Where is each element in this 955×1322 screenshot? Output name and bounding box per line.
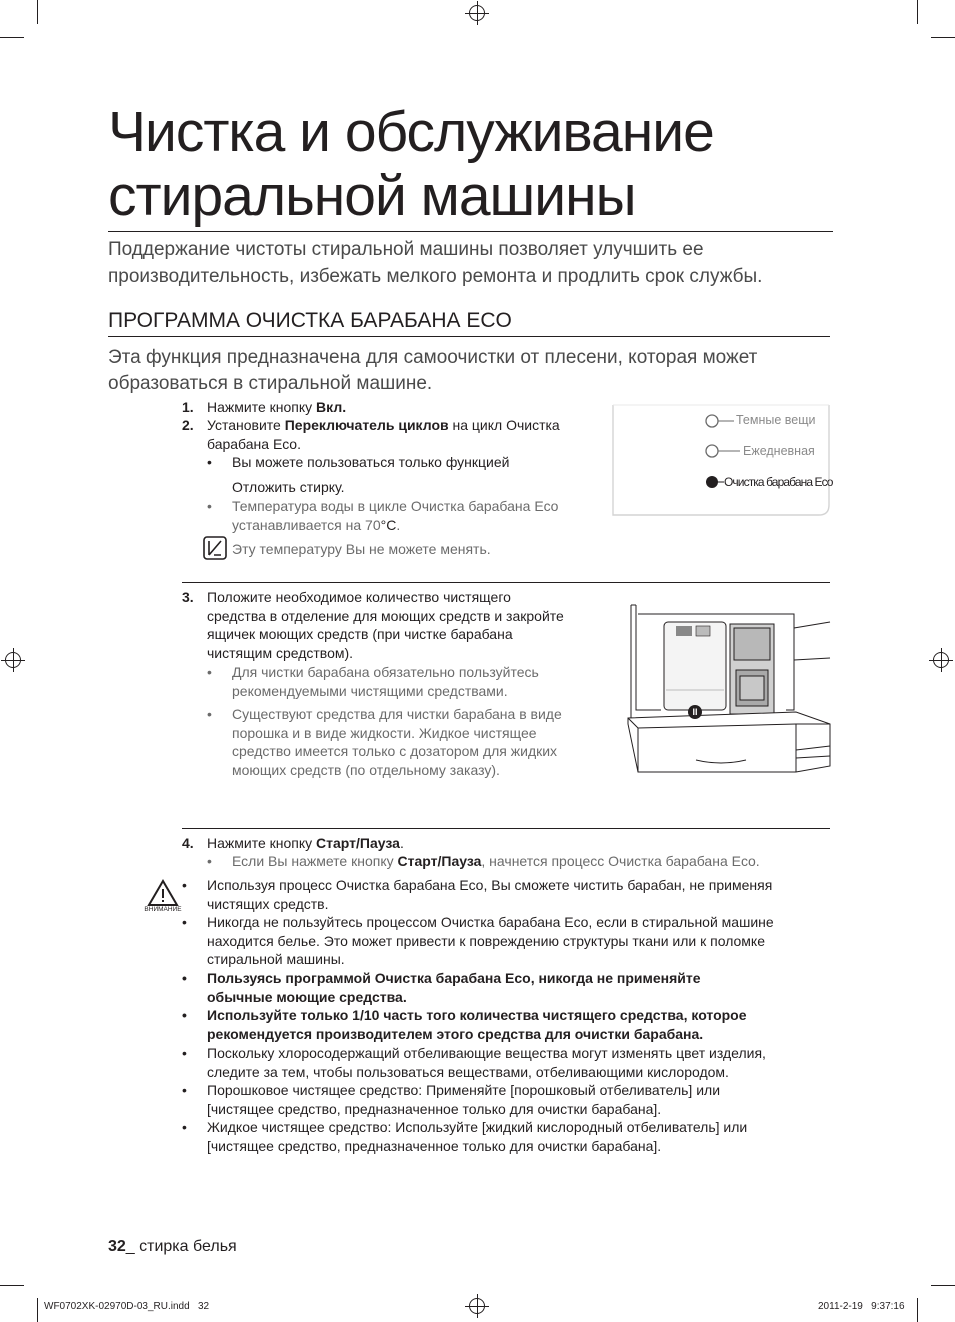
warning-text-line1: Используйте только 1/10 часть того количества чистящего средства, которое — [207, 1007, 747, 1023]
slug-date: 2011-2-19 9:37:16 — [818, 1301, 905, 1312]
button-name: Старт/Пауза — [397, 853, 482, 869]
step-3-bullet-1 — [207, 663, 607, 701]
crop-mark — [0, 1285, 24, 1286]
warning-text-line2: следите за тем, чтобы пользоваться веществами, отбеливающими кислородом. — [207, 1063, 729, 1080]
bullet: • — [207, 664, 212, 680]
step-2 — [182, 416, 602, 454]
warning-item — [182, 1044, 830, 1081]
cycle-dial-illustration — [612, 404, 833, 517]
bullet-text-line2: рекомендуемыми чистящими средствами. — [232, 682, 508, 699]
divider — [182, 582, 830, 583]
step-text-line2: средства в отделение для моющих средств и закройте — [207, 607, 564, 624]
bullet-text-line2: порошка и в виде жидкости. Жидкое чистящее — [232, 724, 537, 741]
section-lead: Эта функция предназначена для самоочистки от плесени, которая может образоваться в стиральной машине. — [108, 347, 758, 394]
warning-item — [182, 969, 830, 1006]
degree-unit: °C — [380, 516, 397, 533]
page-title — [108, 100, 833, 232]
bullet-text: Если Вы нажмете кнопку — [232, 853, 398, 869]
bullet-text-line1: Температура воды в цикле Очистка барабана Eco — [232, 498, 559, 514]
title-line-1: Чистка и обслуживание — [108, 100, 714, 164]
dial-option-eco-drum-clean: Очистка барабана Eco — [724, 475, 833, 489]
bullet-text-line2: Отложить стирку. — [232, 479, 345, 495]
step-text-line2: барабана Eco. — [207, 435, 301, 452]
footer-section: _ стирка белья — [125, 1238, 237, 1255]
registration-mark-icon — [469, 1298, 485, 1314]
note-text: Эту температуру Вы не можете менять. — [232, 541, 491, 557]
warning-item — [182, 876, 830, 913]
page-footer — [108, 1238, 237, 1256]
bullet-text-line1: Для чистки барабана обязательно пользуйтесь — [232, 664, 539, 680]
step-number: 4. — [182, 835, 194, 851]
bullet-text-line1: Существуют средства для чистки барабана в виде — [232, 706, 562, 722]
note-icon — [203, 536, 227, 560]
crop-mark — [37, 0, 38, 24]
registration-mark-icon — [469, 5, 485, 21]
warning-item — [182, 913, 830, 969]
step-4-bullet-1: • Если Вы нажмете кнопку Старт/Пауза, начнется процесс Очистка барабана Eco. — [207, 853, 760, 869]
warning-text-line1: Поскольку хлоросодержащий отбеливающие вещества могут изменять цвет изделия, — [207, 1045, 766, 1061]
control-name: Переключатель циклов — [284, 417, 449, 433]
bullet: • — [207, 454, 212, 470]
warning-item — [182, 1006, 830, 1043]
bullet-text-line1: Вы можете пользоваться только функцией — [232, 454, 510, 470]
bullet: • — [182, 1082, 187, 1098]
bullet-text-line3: средство имеется только с дозатором для жидких — [232, 743, 558, 759]
bullet: • — [182, 970, 187, 986]
step-4: 4. Нажмите кнопку Старт/Пауза. — [182, 835, 404, 851]
step-text: Установите — [207, 417, 285, 433]
button-name: Вкл. — [316, 399, 347, 415]
bullet-text-line2: устанавливается на 70 — [232, 516, 381, 533]
step-1 — [182, 398, 602, 417]
warning-text-line2: находится белье. Это может привести к повреждению структуры ткани или к поломке — [207, 932, 765, 949]
warning-text-line1: Никогда не пользуйтесь процессом Очистка барабана Eco, если в стиральной машине — [207, 914, 774, 930]
crop-mark — [917, 0, 918, 24]
bullet: • — [182, 877, 187, 893]
section-heading: ПРОГРАММА ОЧИСТКА БАРАБАНА ECO — [108, 307, 830, 337]
bullet: • — [207, 853, 212, 869]
crop-mark — [931, 1285, 955, 1286]
step-text-line1: Положите необходимое количество чистящего — [207, 589, 511, 605]
detergent-drawer-illustration — [626, 600, 831, 775]
warning-text-line2: рекомендуется производителем этого средства для очистки барабана. — [207, 1025, 704, 1042]
step-number: 2. — [182, 417, 194, 433]
step-3-bullet-2 — [207, 705, 607, 781]
step-number: 3. — [182, 589, 194, 605]
button-name: Старт/Пауза — [316, 835, 400, 851]
crop-mark — [37, 1298, 38, 1322]
warning-text-line1: Порошковое чистящее средство: Применяйте [порошковый отбеливатель] или — [207, 1082, 721, 1098]
crop-mark — [917, 1298, 918, 1322]
bullet: • — [182, 914, 187, 930]
crop-mark — [0, 37, 24, 38]
bullet: • — [207, 706, 212, 722]
intro-paragraph: Поддержание чистоты стиральной машины позволяет улучшить ее производительность, избежать мелкого ремонта и продлить срок службы. — [108, 239, 763, 287]
warning-item — [182, 1081, 830, 1118]
warning-text-line2: обычные моющие средства. — [207, 988, 407, 1005]
step-2-bullet-1 — [207, 453, 607, 497]
step-text-line4: чистящим средством). — [207, 644, 354, 661]
step-3 — [182, 588, 612, 663]
step-text: Нажмите кнопку — [207, 835, 317, 851]
bullet: • — [182, 1045, 187, 1061]
registration-mark-icon — [5, 652, 21, 668]
step-text-line3: ящичек моющих средств (при чистке барабана — [207, 626, 513, 642]
warning-text-line2: чистящих средств. — [207, 895, 329, 912]
bullet: • — [182, 1007, 187, 1023]
warning-text-line2: [чистящее средство, предназначенное только для очистки барабана]. — [207, 1100, 662, 1117]
step-number: 1. — [182, 399, 194, 415]
crop-mark — [931, 37, 955, 38]
slug-filename: WF0702XK-02970D-03_RU.indd 32 — [44, 1301, 210, 1312]
warning-icon — [141, 878, 185, 918]
compartment-mark-badge: II — [688, 705, 702, 719]
divider — [182, 828, 830, 829]
bullet: • — [207, 498, 212, 514]
warning-item — [182, 1118, 830, 1155]
bullet: • — [182, 1119, 187, 1135]
step-text: Нажмите кнопку — [207, 399, 317, 415]
dial-option-dark: Темные вещи — [736, 413, 816, 427]
step-2-bullet-2: • Температура воды в цикле Очистка барабана Eco устанавливается на 70°C. — [207, 498, 559, 533]
registration-mark-icon — [933, 652, 949, 668]
bullet-text-line4: моющих средств (по отдельному заказу). — [232, 761, 500, 778]
dial-option-daily: Ежедневная — [743, 444, 815, 458]
title-line-2: стиральной машины — [108, 164, 636, 228]
warning-text-line1: Жидкое чистящее средство: Используйте [жидкий кислородный отбеливатель] или — [207, 1119, 748, 1135]
page-number: 32 — [108, 1238, 126, 1255]
warning-text-line3: стиральной машины. — [207, 951, 345, 967]
warning-text-line2: [чистящее средство, предназначенное только для очистки барабана]. — [207, 1137, 662, 1154]
step-text: на цикл Очистка — [448, 417, 560, 433]
warning-text-line1: Используя процесс Очистка барабана Eco, Вы сможете чистить барабан, не применяя — [207, 877, 773, 893]
warning-label: ВНИМАНИЕ — [144, 906, 182, 913]
warning-text-line1: Пользуясь программой Очистка барабана Eco, никогда не применяйте — [207, 970, 701, 986]
